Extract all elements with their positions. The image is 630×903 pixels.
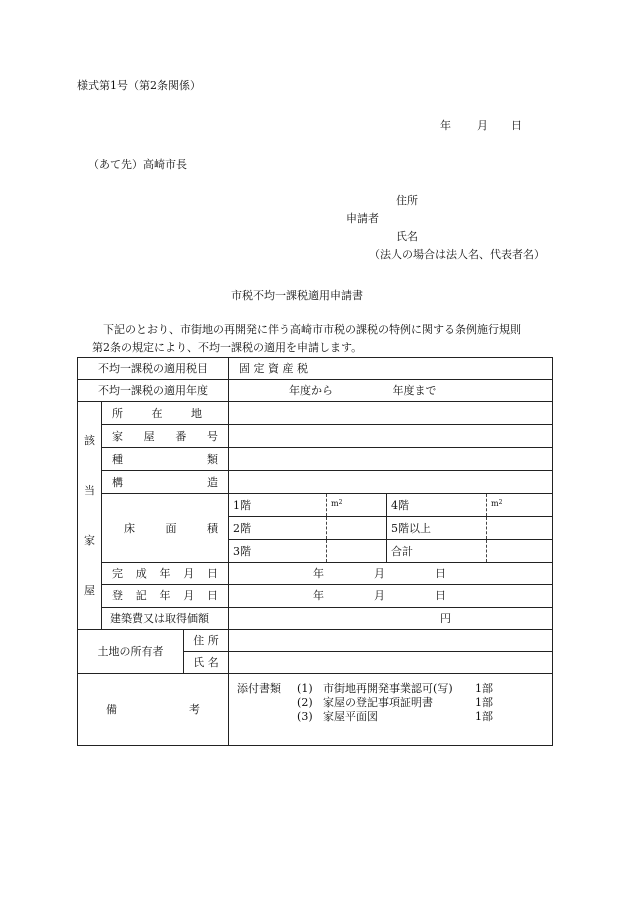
yen-unit: 円	[440, 611, 452, 625]
completion-date-field[interactable]: 年 月 日	[229, 563, 553, 585]
cost-row	[78, 607, 553, 629]
floor-row-1	[78, 494, 553, 517]
floor-4-label: 4階	[387, 494, 487, 517]
registration-row	[78, 585, 553, 607]
building-char: 屋	[84, 583, 95, 597]
owner-address-row	[78, 629, 553, 651]
kind-row	[78, 448, 553, 471]
building-char: 家	[84, 533, 95, 547]
page-title: 市税不均一課税適用申請書	[231, 289, 363, 302]
registration-date-field[interactable]: 年 月 日	[229, 585, 553, 607]
tax-year-row	[78, 380, 553, 402]
owner-address-field[interactable]	[229, 629, 553, 651]
floor-4-value[interactable]	[487, 494, 553, 517]
applicant-label: 申請者	[346, 212, 379, 225]
sqm-unit: m2	[331, 499, 343, 509]
sqm-unit: m2	[491, 499, 503, 509]
tax-year-label: 不均一課税の適用年度	[78, 380, 229, 402]
year-from: 年度から	[289, 384, 334, 398]
owner-name-field[interactable]	[229, 651, 553, 673]
corp-note: （法人の場合は法人名、代表者名）	[369, 248, 545, 261]
location-label: 所 在 地	[102, 402, 229, 425]
attachment-item: (2) 家屋の登記事項証明書 1部	[297, 695, 494, 709]
owner-name-label: 氏 名	[184, 651, 229, 673]
building-group-label	[78, 402, 102, 629]
house-number-field[interactable]	[229, 425, 553, 448]
land-owner-label: 土地の所有者	[78, 629, 184, 673]
floor-1-value[interactable]	[327, 494, 387, 517]
floor-area-label: 床 面 積	[102, 494, 229, 563]
house-number-label: 家 屋 番 号	[102, 425, 229, 448]
address-label: 住所	[396, 194, 418, 207]
floor-3-label: 3階	[229, 540, 327, 563]
building-char: 該	[84, 433, 95, 447]
date-day: 日	[511, 119, 522, 132]
registration-label: 登 記 年 月 日	[102, 585, 229, 607]
floor-3-value[interactable]	[327, 540, 387, 563]
total-value[interactable]	[487, 540, 553, 563]
tax-item-value[interactable]: 固 定 資 産 税	[229, 358, 553, 380]
remarks-label: 備 考	[78, 673, 229, 745]
kind-field[interactable]	[229, 448, 553, 471]
location-field[interactable]	[229, 402, 553, 425]
floor-2-value[interactable]	[327, 517, 387, 540]
completion-row	[78, 563, 553, 585]
year-to: 年度まで	[392, 384, 437, 398]
structure-field[interactable]	[229, 471, 553, 494]
tax-item-row	[78, 358, 553, 380]
building-char: 当	[84, 483, 95, 497]
remarks-field[interactable]	[229, 673, 553, 745]
structure-label: 構 造	[102, 471, 229, 494]
owner-address-label: 住 所	[184, 629, 229, 651]
structure-row	[78, 471, 553, 494]
application-table	[77, 357, 553, 746]
tax-item-label: 不均一課税の適用税目	[78, 358, 229, 380]
house-number-row	[78, 425, 553, 448]
addressee: （あて先）高崎市長	[88, 158, 187, 171]
attachment-item: (3) 家屋平面図 1部	[297, 709, 494, 723]
floor-5-value[interactable]	[487, 517, 553, 540]
intro-line-1: 下記のとおり、市街地の再開発に伴う高崎市市税の課税の特例に関する条例施行規則	[103, 323, 521, 336]
date-month: 月	[477, 119, 488, 132]
cost-label: 建築費又は取得価額	[102, 607, 229, 629]
floor-5-label: 5階以上	[387, 517, 487, 540]
intro-line-2: 第2条の規定により、不均一課税の適用を申請します。	[92, 341, 363, 354]
date-year: 年	[440, 119, 451, 132]
floor-2-label: 2階	[229, 517, 327, 540]
kind-label: 種 類	[102, 448, 229, 471]
attachment-item: 添付書類 (1) 市街地再開発事業認可(写) 1部	[237, 681, 494, 695]
cost-field[interactable]	[229, 607, 553, 629]
floor-1-label: 1階	[229, 494, 327, 517]
completion-label: 完 成 年 月 日	[102, 563, 229, 585]
remarks-row	[78, 673, 553, 745]
name-label: 氏名	[396, 230, 418, 243]
total-label: 合計	[387, 540, 487, 563]
form-number: 様式第1号（第2条関係）	[77, 79, 201, 92]
tax-year-value[interactable]	[229, 380, 553, 402]
location-row	[78, 402, 553, 425]
